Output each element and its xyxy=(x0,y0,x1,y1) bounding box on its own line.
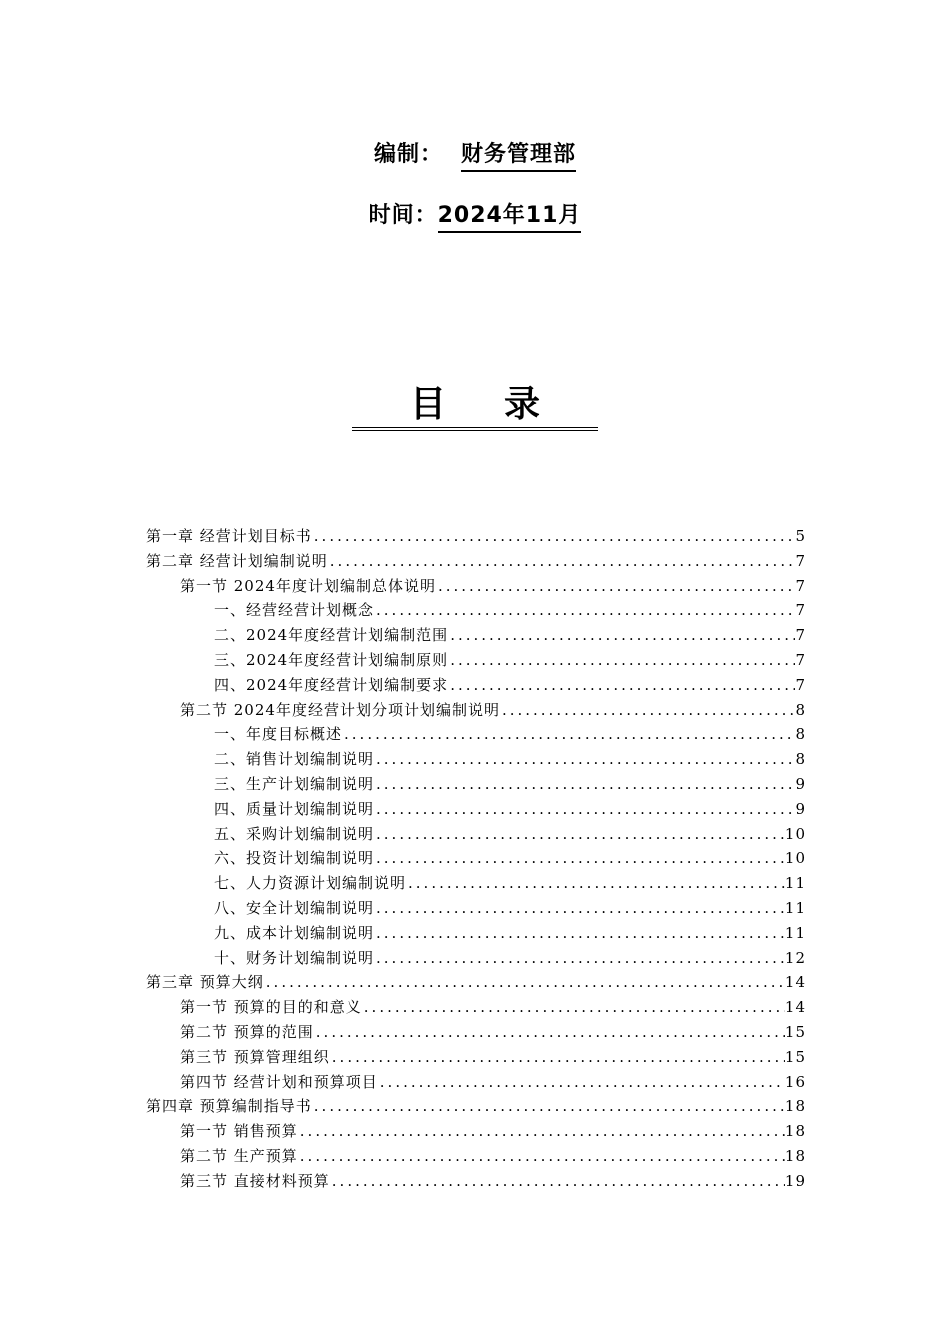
toc-entry-page: 18 xyxy=(784,1122,806,1141)
toc-heading xyxy=(0,383,950,431)
toc-entry-title: 第一节 2024年度计划编制总体说明 xyxy=(180,576,436,595)
editor-line xyxy=(0,137,950,172)
toc-dot-leader xyxy=(374,598,795,623)
toc-entry[interactable] xyxy=(180,1020,806,1045)
toc-entry-page: 7 xyxy=(795,576,806,595)
toc-entry-page: 5 xyxy=(795,527,806,545)
toc-entry-page: 8 xyxy=(795,725,806,744)
toc-entry[interactable] xyxy=(180,698,806,723)
toc-entry-page: 11 xyxy=(784,923,806,942)
toc-dot-leader xyxy=(448,623,795,648)
toc-entry-page: 15 xyxy=(784,1047,806,1066)
toc-entry[interactable] xyxy=(180,1119,806,1144)
toc-entry-title: 一、经营经营计划概念 xyxy=(214,601,375,620)
toc-entry-page: 10 xyxy=(784,824,806,843)
toc-entry-title: 第三节 预算管理组织 xyxy=(180,1047,330,1066)
toc-entry-title: 七、人力资源计划编制说明 xyxy=(214,874,407,893)
toc-dot-leader xyxy=(374,772,795,797)
toc-entry-title: 五、采购计划编制说明 xyxy=(214,824,375,843)
toc-entry[interactable] xyxy=(214,797,806,822)
toc-entry-page: 9 xyxy=(795,775,806,793)
toc-dot-leader xyxy=(330,1169,785,1194)
toc-entry[interactable] xyxy=(214,896,806,921)
toc-entry-title: 一、年度目标概述 xyxy=(214,725,343,744)
toc-entry[interactable] xyxy=(214,921,806,946)
time-label: 时间： xyxy=(368,203,438,228)
toc-entry-page: 7 xyxy=(795,551,806,570)
toc-dot-leader xyxy=(436,574,796,599)
toc-entry-page: 11 xyxy=(784,899,806,917)
toc-entry-page: 11 xyxy=(784,874,806,893)
toc-entry[interactable] xyxy=(214,623,806,648)
toc-entry-page: 7 xyxy=(795,651,806,669)
toc-entry-title: 三、生产计划编制说明 xyxy=(214,775,375,793)
toc-entry[interactable] xyxy=(180,1045,806,1070)
toc-dot-leader xyxy=(374,946,785,971)
toc-entry-title: 二、销售计划编制说明 xyxy=(214,750,375,769)
toc-entry[interactable] xyxy=(214,648,806,673)
toc-entry-title: 八、安全计划编制说明 xyxy=(214,899,375,917)
toc-entry-title: 六、投资计划编制说明 xyxy=(214,849,375,868)
toc-entry-page: 12 xyxy=(784,948,806,967)
toc-entry-title: 第三节 直接材料预算 xyxy=(180,1171,330,1190)
toc-dot-leader xyxy=(378,1070,785,1095)
toc-entry[interactable] xyxy=(146,524,806,549)
toc-entry[interactable] xyxy=(214,871,806,896)
toc-entry-title: 第一节 销售预算 xyxy=(180,1122,298,1141)
toc-dot-leader xyxy=(312,1094,785,1119)
toc-dot-leader xyxy=(298,1144,785,1169)
toc-dot-leader xyxy=(374,822,785,847)
toc-dot-leader xyxy=(448,648,795,673)
toc-dot-leader xyxy=(264,970,785,995)
toc-entry-title: 第二节 生产预算 xyxy=(180,1147,298,1165)
toc-entry-page: 7 xyxy=(795,601,806,620)
toc-dot-leader xyxy=(314,1020,785,1045)
toc-entry-title: 第四章 预算编制指导书 xyxy=(146,1097,312,1116)
toc-entry[interactable] xyxy=(146,1094,806,1119)
toc-entry-title: 第二节 预算的范围 xyxy=(180,1023,314,1041)
toc-dot-leader xyxy=(312,524,796,549)
time-value: 2024年11月 xyxy=(438,198,582,233)
toc-entry-title: 第四节 经营计划和预算项目 xyxy=(180,1072,378,1091)
toc-entry[interactable] xyxy=(214,598,806,623)
toc-entry-title: 九、成本计划编制说明 xyxy=(214,923,375,942)
toc-entry[interactable] xyxy=(146,549,806,574)
toc-entry-title: 二、2024年度经营计划编制范围 xyxy=(214,626,449,645)
toc-entry[interactable] xyxy=(180,1070,806,1095)
toc-entry-title: 十、财务计划编制说明 xyxy=(214,948,375,967)
toc-entry[interactable] xyxy=(180,995,806,1020)
toc-heading-text: 目录 xyxy=(352,383,598,431)
toc-entry-title: 第三章 预算大纲 xyxy=(146,973,264,992)
toc-entry-page: 7 xyxy=(795,626,806,645)
toc-dot-leader xyxy=(374,896,785,921)
toc-entry-page: 18 xyxy=(784,1097,806,1116)
editor-label: 编制： xyxy=(373,142,443,167)
toc-entry-title: 三、2024年度经营计划编制原则 xyxy=(214,651,449,669)
toc-entry[interactable] xyxy=(180,574,806,599)
toc-dot-leader xyxy=(362,995,785,1020)
toc-entry-title: 四、质量计划编制说明 xyxy=(214,799,375,818)
toc-entry[interactable] xyxy=(214,722,806,747)
toc-dot-leader xyxy=(374,747,795,772)
toc-entry[interactable] xyxy=(214,822,806,847)
toc-entry-page: 8 xyxy=(795,750,806,769)
toc-dot-leader xyxy=(342,722,795,747)
toc-entry-page: 14 xyxy=(784,973,806,992)
toc-dot-leader xyxy=(298,1119,785,1144)
toc-entry-page: 14 xyxy=(784,998,806,1017)
time-line xyxy=(0,198,950,233)
toc-entry-page: 18 xyxy=(784,1147,806,1165)
toc-entry-title: 第一节 预算的目的和意义 xyxy=(180,998,362,1017)
toc-dot-leader xyxy=(500,698,796,723)
toc-entry[interactable] xyxy=(214,846,806,871)
toc-entry-title: 四、2024年度经营计划编制要求 xyxy=(214,675,449,694)
toc-entry-page: 8 xyxy=(795,700,806,719)
toc-entry[interactable] xyxy=(180,1144,806,1169)
toc-entry[interactable] xyxy=(214,772,806,797)
toc-entry-page: 19 xyxy=(784,1171,806,1190)
toc-entry-title: 第二章 经营计划编制说明 xyxy=(146,551,328,570)
toc-dot-leader xyxy=(374,797,795,822)
toc-entry-page: 10 xyxy=(784,849,806,868)
toc-entry[interactable] xyxy=(214,946,806,971)
toc-dot-leader xyxy=(448,673,795,698)
toc-entry-title: 第一章 经营计划目标书 xyxy=(146,527,312,545)
toc-dot-leader xyxy=(374,921,785,946)
toc-dot-leader xyxy=(406,871,785,896)
toc-entry-page: 16 xyxy=(784,1072,806,1091)
toc-dot-leader xyxy=(330,1045,785,1070)
toc-entry-page: 9 xyxy=(795,799,806,818)
toc-entry-title: 第二节 2024年度经营计划分项计划编制说明 xyxy=(180,700,500,719)
toc-entry-page: 7 xyxy=(795,675,806,694)
toc-entry-page: 15 xyxy=(784,1023,806,1041)
toc-entry[interactable] xyxy=(214,747,806,772)
toc-dot-leader xyxy=(328,549,796,574)
toc-entry[interactable] xyxy=(146,970,806,995)
toc-entry[interactable] xyxy=(180,1169,806,1194)
toc-dot-leader xyxy=(374,846,785,871)
editor-value: 财务管理部 xyxy=(461,137,576,172)
toc-entry[interactable] xyxy=(214,673,806,698)
